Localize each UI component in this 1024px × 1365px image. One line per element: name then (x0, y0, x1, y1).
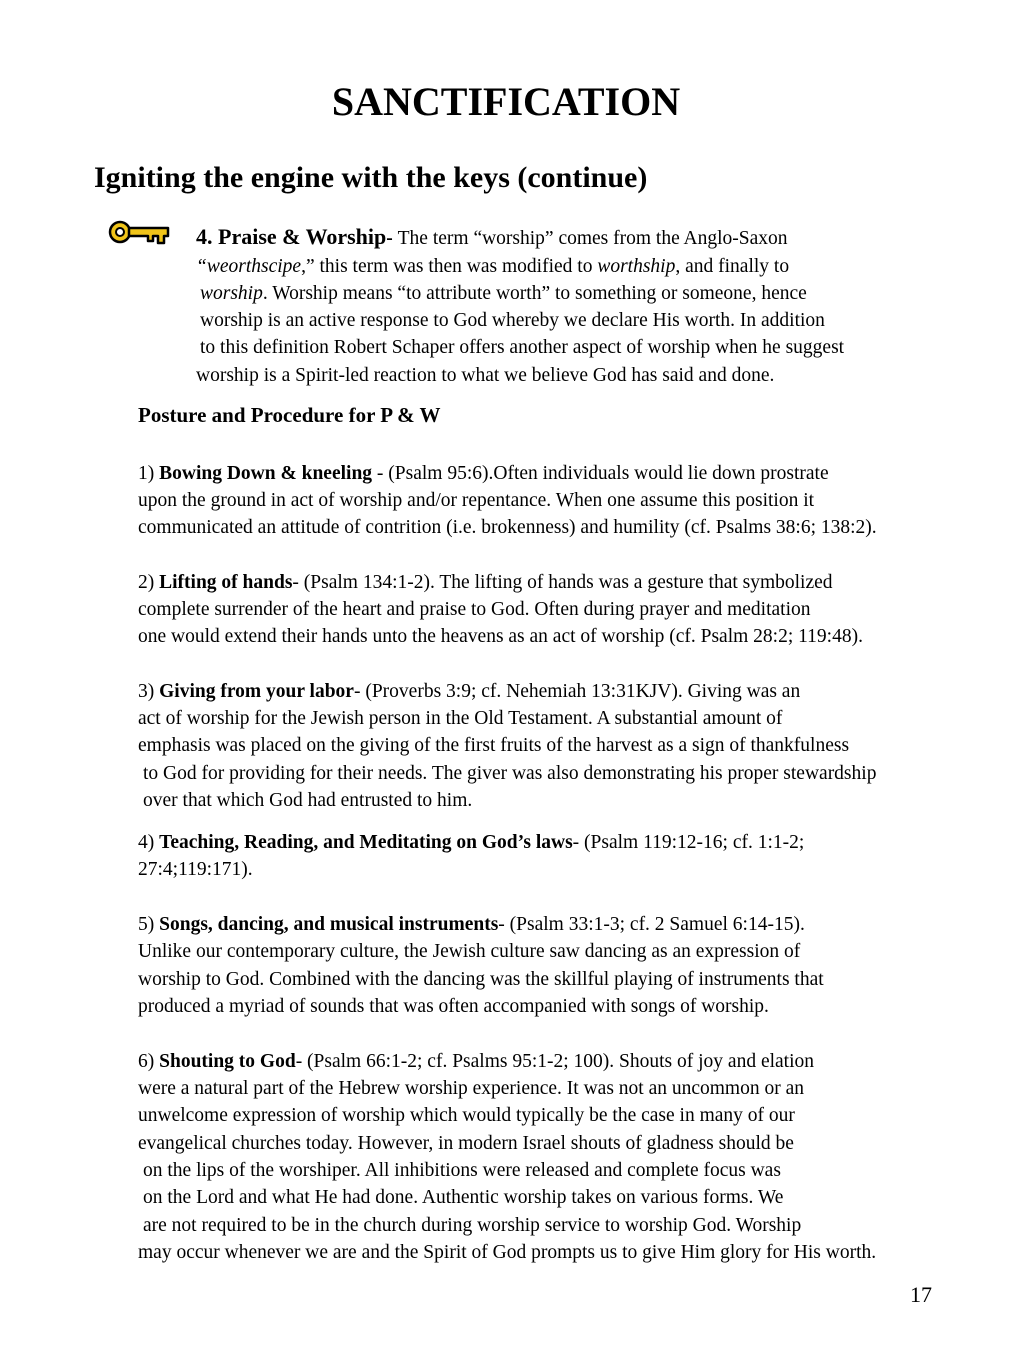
item-number: 4) (138, 832, 160, 853)
intro-line-1 (196, 223, 788, 252)
item-text: - (Psalm 134:1-2). The lifting of hands was a gesture that symbolized (292, 572, 833, 593)
list-item-5-line-2: Unlike our contemporary culture, the Jewish culture saw dancing as an expression of (138, 941, 801, 962)
page-number: 17 (910, 1282, 932, 1307)
list-item-6-line-3: unwelcome expression of worship which would typically be the case in many of our (138, 1105, 795, 1126)
list-item-4-line-2: 27:4;119:171). (138, 859, 253, 880)
intro-term-weorthscipe: “weorthscipe (196, 256, 302, 277)
item-number: 5) (138, 914, 160, 935)
intro-line-3-text: . Worship means “to attribute worth” to something or someone, hence (262, 283, 807, 304)
list-item-1-line-3: communicated an attitude of contrition (i.e. brokenness) and humility (cf. Psalms 38:6; 138:2). (138, 517, 877, 538)
intro-dash: - (386, 228, 398, 249)
key-icon (108, 212, 172, 252)
item-title: Songs, dancing, and musical instruments (159, 914, 499, 935)
list-item-6-line-7: are not required to be in the church during worship service to worship God. Worship (143, 1215, 802, 1236)
item-text: - (Psalm 33:1-3; cf. 2 Samuel 6:14-15). (498, 914, 805, 935)
item-title: Lifting of hands (159, 572, 293, 593)
intro-line-2-end: , and finally to (675, 256, 790, 277)
praise-worship-heading: 4. Praise & Worship (196, 224, 387, 249)
item-number: 3) (138, 681, 160, 702)
intro-line-1-text: The term “worship” comes from the Anglo-Saxon (397, 228, 788, 249)
intro-line-4: worship is an active response to God whereby we declare His worth. In addition (200, 310, 825, 331)
list-item-2-line-1 (138, 569, 833, 596)
page-title: SANCTIFICATION (331, 79, 681, 124)
item-text: - (Proverbs 3:9; cf. Nehemiah 13:31KJV). Giving was an (353, 681, 801, 702)
list-item-1-line-2: upon the ground in act of worship and/or repentance. When one assume this position it (138, 490, 815, 511)
intro-line-3 (200, 280, 807, 307)
list-item-3-line-3: emphasis was placed on the giving of the first fruits of the harvest as a sign of thankfulness (138, 735, 850, 756)
item-text: - (Psalm 119:12-16; cf. 1:1-2; (572, 832, 805, 853)
item-number: 6) (138, 1051, 160, 1072)
list-item-6-line-6: on the Lord and what He had done. Authentic worship takes on various forms. We (143, 1187, 784, 1208)
intro-line-5: to this definition Robert Schaper offers another aspect of worship when he suggest (200, 337, 845, 358)
list-item-6-line-2: were a natural part of the Hebrew worship experience. It was not an uncommon or an (138, 1078, 804, 1099)
item-number: 1) (138, 463, 160, 484)
item-number: 2) (138, 572, 160, 593)
list-item-5-line-1 (138, 911, 805, 938)
list-item-4-line-1 (138, 829, 804, 856)
list-item-1-line-1 (138, 460, 829, 487)
intro-term-worthship: worthship (597, 256, 676, 277)
list-item-5-line-4: produced a myriad of sounds that was often accompanied with songs of worship. (138, 996, 769, 1017)
item-text: - (Psalm 95:6).Often individuals would lie down prostrate (372, 463, 829, 484)
posture-heading: Posture and Procedure for P & W (138, 403, 441, 427)
section-subtitle: Igniting the engine with the keys (continue) (94, 161, 648, 194)
item-title: Giving from your labor (159, 681, 354, 702)
item-text: - (Psalm 66:1-2; cf. Psalms 95:1-2; 100). Shouts of joy and elation (295, 1051, 815, 1072)
item-title: Teaching, Reading, and Meditating on God’s laws (159, 832, 573, 853)
list-item-6-line-1 (138, 1048, 814, 1075)
intro-line-2 (196, 253, 789, 280)
list-item-6-line-5: on the lips of the worshiper. All inhibitions were released and complete focus was (143, 1160, 781, 1181)
list-item-6-line-4: evangelical churches today. However, in modern Israel shouts of gladness should be (138, 1133, 794, 1154)
list-item-3-line-2: act of worship for the Jewish person in the Old Testament. A substantial amount of (138, 708, 783, 729)
intro-line-6: worship is a Spirit-led reaction to what we believe God has said and done. (196, 365, 775, 386)
list-item-3-line-4: to God for providing for their needs. The giver was also demonstrating his proper stewardship (143, 763, 877, 784)
list-item-3-line-5: over that which God had entrusted to him. (143, 790, 473, 811)
intro-line-2-text: ,” this term was then was modified to (301, 256, 598, 277)
item-title: Shouting to God (159, 1051, 296, 1072)
list-item-2-line-2: complete surrender of the heart and praise to God. Often during prayer and meditation (138, 599, 811, 620)
intro-term-worship: worship (200, 283, 263, 304)
list-item-3-line-1 (138, 678, 800, 705)
list-item-6-line-8: may occur whenever we are and the Spirit of God prompts us to give Him glory for His worth. (138, 1242, 877, 1263)
list-item-2-line-3: one would extend their hands unto the heavens as an act of worship (cf. Psalm 28:2; 119:48). (138, 626, 863, 647)
list-item-5-line-3: worship to God. Combined with the dancing was the skillful playing of instruments that (138, 969, 824, 990)
item-title: Bowing Down & kneeling (159, 463, 373, 484)
